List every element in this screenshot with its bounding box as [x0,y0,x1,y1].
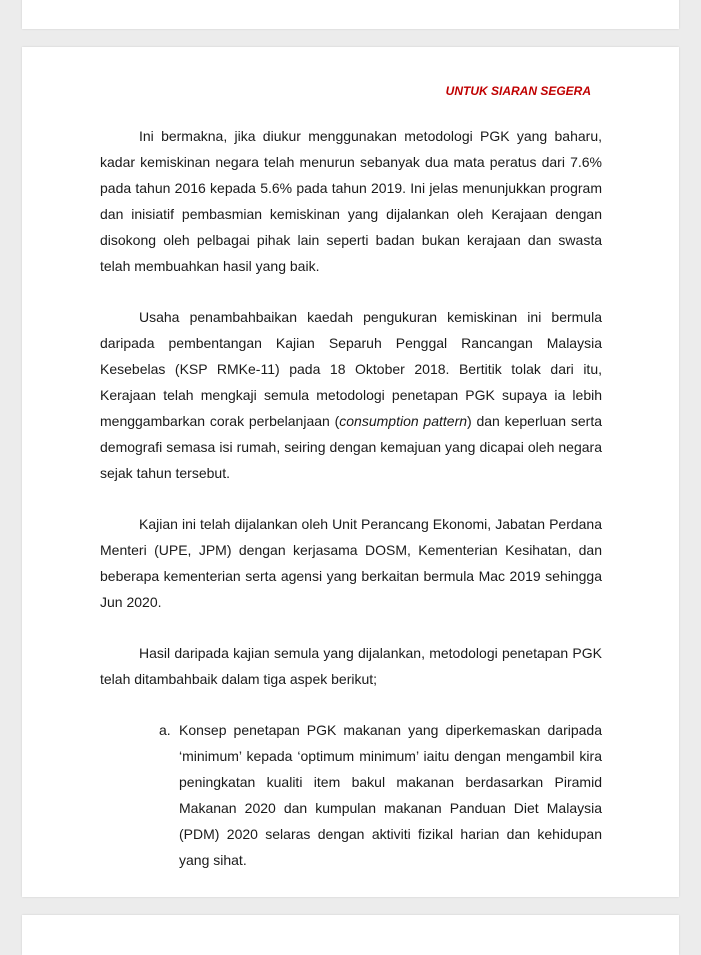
paragraph-1: Ini bermakna, jika diukur menggunakan metodologi PGK yang baharu, kadar kemiskinan negara telah menurun sebanyak dua mata peratus dari 7.6% pada tahun 2016 kepada 5.6% pada tahun 2019. Ini jelas menunjukkan program dan inisiatif pembasmian kemiskinan yang dijalankan oleh Kerajaan dengan disokong oleh pelbagai pihak lain seperti badan bukan kerajaan dan swasta telah membuahkan hasil yang baik. [100,128,602,274]
paragraph-3: Kajian ini telah dijalankan oleh Unit Perancang Ekonomi, Jabatan Perdana Menteri (UPE, JPM) dengan kerjasama DOSM, Kementerian Kesihatan, dan beberapa kementerian serta agensi yang berkaitan bermula Mac 2019 sehingga Jun 2020. [100,516,602,610]
previous-page [22,0,679,29]
aspect-list [100,717,602,873]
press-release-label: UNTUK SIARAN SEGERA [445,84,591,98]
paragraph-2-text-end: ) dan keperluan serta demografi semasa isi rumah, seiring dengan kemajuan yang dicapai oleh negara sejak tahun tersebut. [100,413,602,481]
paragraph-4: Hasil daripada kajian semula yang dijalankan, metodologi penetapan PGK telah ditambahbaik dalam tiga aspek berikut; [100,645,602,687]
paragraph-2 [100,304,602,486]
list-item [159,717,602,873]
list-marker: a. [159,722,171,738]
document-page [22,47,679,897]
consumption-pattern-term: consumption pattern [339,413,468,429]
paragraph-2-text-start: Usaha penambahbaikan kaedah pengukuran kemiskinan ini bermula daripada pembentangan Kajian Separuh Penggal Rancangan Malaysia Kesebelas (KSP RMKe-11) pada 18 Oktober 2018. Bertitik tolak dari itu, Kerajaan telah mengkaji semula metodologi penetapan PGK supaya ia lebih menggambarkan corak perbelanjaan ( [100,309,602,429]
document-body [100,123,602,873]
next-page [22,915,679,955]
list-item-text: Konsep penetapan PGK makanan yang diperkemaskan daripada ‘minimum’ kepada ‘optimum minimum’ iaitu dengan mengambil kira peningkatan kualiti item bakul makanan berdasarkan Piramid Makanan 2020 dan kumpulan makanan Panduan Diet Malaysia (PDM) 2020 selaras dengan aktiviti fizikal harian dan kehidupan yang sihat. [179,722,602,868]
